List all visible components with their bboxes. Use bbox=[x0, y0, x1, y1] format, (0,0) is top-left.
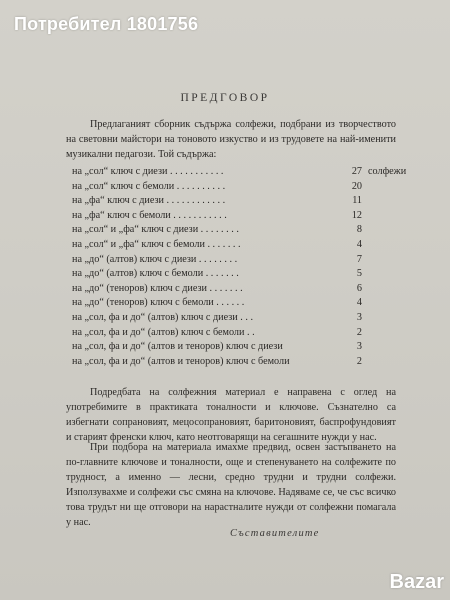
list-item-count: 5 bbox=[356, 268, 362, 280]
list-item-count: 6 bbox=[356, 282, 362, 294]
intro-paragraph: Предлаганият сборник съдържа солфежи, подбрани из творчеството на световни майстори на тоновото изкуство и из трудовете на най-именити музикални педагози. Той съдържа: bbox=[66, 119, 396, 160]
list-item-label: на „до“ (алтов) ключ с диези . . . . . . . . bbox=[72, 253, 238, 265]
list-item-count: 4 bbox=[356, 238, 362, 250]
list-item-label: на „фа“ ключ с диези . . . . . . . . . . . . bbox=[72, 195, 226, 207]
list-item-label: на „сол“ ключ с бемоли . . . . . . . . . . bbox=[72, 180, 226, 192]
list-item-count: 11 bbox=[352, 195, 362, 207]
list-item-label: на „до“ (теноров) ключ с бемоли . . . . . . bbox=[72, 297, 245, 309]
list-item-count: 2 bbox=[356, 326, 362, 338]
list-item bbox=[72, 296, 402, 311]
list-item-label: на „сол, фа и до“ (алтов) ключ с диези . . . bbox=[72, 311, 253, 323]
page-title: ПРЕДГОВОР bbox=[180, 92, 270, 104]
list-item bbox=[72, 282, 402, 297]
list-item-label: на „сол“ ключ с диези . . . . . . . . . . . bbox=[72, 166, 224, 177]
list-item bbox=[72, 165, 407, 180]
list-item-count: 3 bbox=[356, 311, 362, 323]
list-item-count: 20 bbox=[351, 180, 362, 192]
list-item bbox=[72, 355, 402, 370]
bazar-logo: Bazar bbox=[389, 571, 444, 593]
list-item-label: на „до“ (алтов) ключ с бемоли . . . . . . . bbox=[72, 268, 239, 280]
list-item-count: 2 bbox=[356, 355, 362, 367]
list-item-count: 4 bbox=[356, 297, 362, 309]
list-item-label: на „сол, фа и до“ (алтов и теноров) ключ с бемоли bbox=[72, 355, 290, 367]
list-item-count: 3 bbox=[356, 341, 362, 353]
list-item bbox=[72, 223, 402, 238]
list-item bbox=[72, 326, 402, 341]
list-item-label: на „до“ (теноров) ключ с диези . . . . . . . bbox=[72, 282, 243, 294]
list-item bbox=[72, 253, 402, 268]
list-item bbox=[72, 238, 402, 253]
list-item-count: 12 bbox=[351, 209, 362, 221]
list-item-label: на „сол, фа и до“ (алтов и теноров) ключ с диези bbox=[72, 341, 283, 353]
user-watermark: Потребител 1801756 bbox=[14, 14, 199, 34]
contents-list bbox=[72, 165, 407, 369]
list-item-label: на „сол“ и „фа“ ключ с диези . . . . . . . . bbox=[72, 224, 239, 236]
list-item bbox=[72, 311, 402, 326]
list-item-count: 8 bbox=[356, 224, 362, 236]
list-item bbox=[72, 267, 402, 282]
list-item bbox=[72, 340, 402, 355]
selection-paragraph: При подбора на материала имахме предвид, освен застъпването на по-главните ключове и тоналности, още и степенуването на солфежите по трудност, а именно — лесни, средно трудни и трудни солфежи. Използувахме и солфежи със смяна на ключове. Надяваме се, че със всичко това трудът ни ще отговори на нарастналите нужди от солфежни помагала у нас. bbox=[66, 442, 396, 528]
list-item-unit: солфежи bbox=[368, 166, 407, 177]
list-item-label: на „фа“ ключ с бемоли . . . . . . . . . . . bbox=[72, 209, 227, 221]
list-item bbox=[72, 180, 402, 195]
list-item bbox=[72, 209, 402, 224]
list-item-count: 27 bbox=[351, 166, 362, 177]
list-item-count: 7 bbox=[356, 253, 362, 265]
signature: Съставителите bbox=[230, 528, 320, 539]
list-item bbox=[72, 194, 402, 209]
list-item-label: на „сол“ и „фа“ ключ с бемоли . . . . . . . bbox=[72, 238, 241, 250]
list-item-label: на „сол, фа и до“ (алтов) ключ с бемоли . . bbox=[72, 326, 255, 338]
arrangement-paragraph: Подредбата на солфежния материал е направена с оглед на употребимите в практиката тоналности и ключове. Съзнателно са избегнати сопрановият, мецосопрановият, баритоновият, баспрофундовият и старият френски ключ, като неотговарящи на сегашните нужди у нас. bbox=[66, 387, 396, 443]
